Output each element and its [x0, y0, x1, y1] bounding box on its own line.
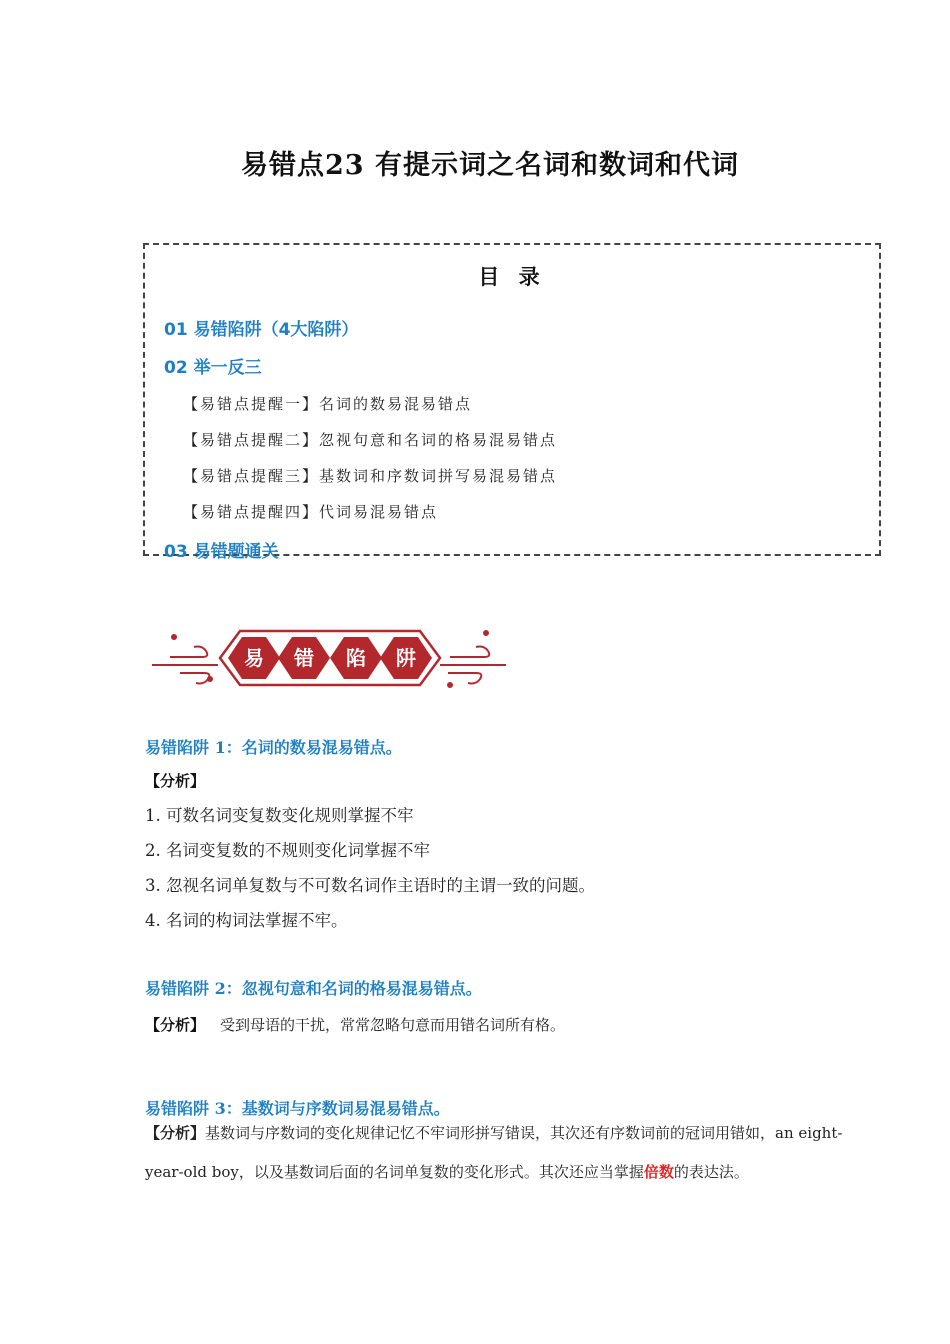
- trap-1-line-3: 3. 忽视名词单复数与不可数名词作主语时的主谓一致的问题。: [145, 876, 595, 895]
- trap-1-line-2: 2. 名词变复数的不规则变化词掌握不牢: [145, 841, 430, 860]
- toc-item-reminder-3[interactable]: 【易错点提醒三】基数词和序数词拼写易混易错点: [183, 467, 558, 485]
- trap-2-analysis-tag: 【分析】: [145, 1016, 206, 1034]
- trap-3-text-a: 基数词与序数词的变化规律记忆不牢词形拼写错误，其次还有序数词前的冠词用错如，an eight-year-old boy，以及基数词后面的名词单复数的变化形式。其次还应当掌握: [145, 1124, 843, 1181]
- trap-3-analysis-paragraph: [145, 1114, 845, 1192]
- banner-char-4: 阱: [396, 646, 416, 670]
- toc-heading: 目 录: [478, 265, 546, 289]
- banner-char-1: 易: [244, 646, 264, 670]
- table-of-contents: [143, 243, 881, 562]
- trap-2-heading: 易错陷阱 2：忽视句意和名词的格易混易错点。: [145, 979, 482, 998]
- banner-char-2: 错: [294, 646, 314, 670]
- toc-section-traps[interactable]: 01 易错陷阱（4大陷阱）: [164, 320, 359, 340]
- toc-section-exercises[interactable]: 03 易错题通关: [164, 542, 279, 562]
- trap-1-heading: 易错陷阱 1：名词的数易混易错点。: [145, 738, 402, 757]
- banner-char-3: 陷: [346, 646, 366, 670]
- trap-3-analysis-tag: 【分析】: [145, 1124, 206, 1142]
- trap-3-heading: 易错陷阱 3：基数词与序数词易混易错点。: [145, 1099, 450, 1118]
- toc-item-reminder-1[interactable]: 【易错点提醒一】名词的数易混易错点: [183, 395, 473, 413]
- trap-2-analysis-text: 受到母语的干扰，常常忽略句意而用错名词所有格。: [220, 1016, 566, 1034]
- trap-3-text-b: 的表达法。: [673, 1163, 749, 1181]
- toc-item-reminder-4[interactable]: 【易错点提醒四】代词易混易错点: [183, 503, 439, 521]
- trap-1-analysis-tag: 【分析】: [145, 772, 206, 790]
- section-banner: [150, 625, 510, 691]
- toc-item-reminder-2[interactable]: 【易错点提醒二】忽视句意和名词的格易混易错点: [183, 431, 558, 449]
- page-title: 易错点23 有提示词之名词和数词和代词: [241, 150, 739, 181]
- trap-1-line-1: 1. 可数名词变复数变化规则掌握不牢: [145, 806, 414, 825]
- highlight-multiple: 倍数: [643, 1163, 674, 1181]
- toc-section-examples[interactable]: 02 举一反三: [164, 358, 262, 378]
- banner-right-ornament: [440, 647, 506, 684]
- trap-1-line-4: 4. 名词的构词法掌握不牢。: [145, 911, 348, 930]
